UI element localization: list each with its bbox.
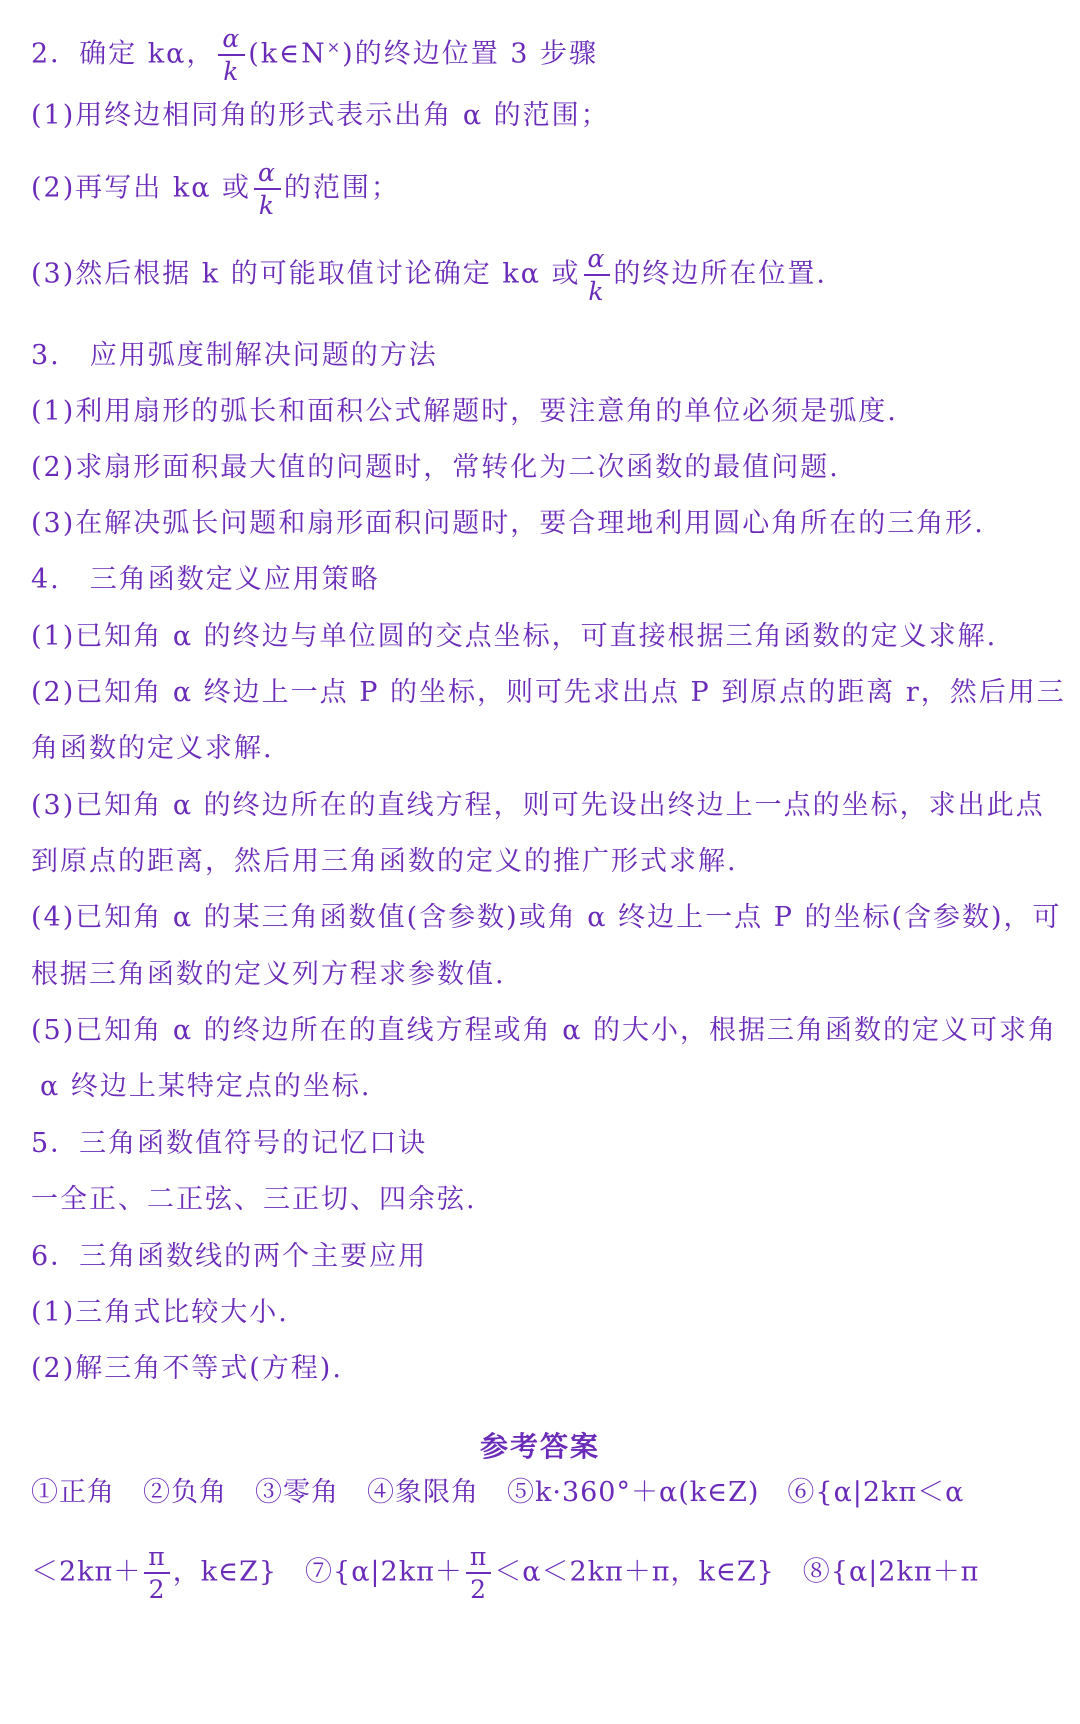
fraction-denominator: k (223, 57, 241, 86)
section-3-item-2: (2)求扇形面积最大值的问题时，常转化为二次函数的最值问题. (31, 452, 840, 483)
fraction-denominator: k (258, 191, 277, 220)
section-4-item-5a: (5)已知角 α 的终边所在的直线方程或角 α 的大小，根据三角函数的定义可求角 (31, 1015, 1058, 1046)
answer-text: ，k∈Z} ⑦{α|2kπ＋ (172, 1556, 463, 1588)
answer-text: ＜α＜2kπ＋π，k∈Z} ⑧{α|2kπ＋π (494, 1556, 980, 1588)
answer-text: ＜2kπ＋ (31, 1556, 142, 1588)
fraction-alpha-over-k (254, 160, 281, 218)
fraction-numerator: π (144, 1544, 169, 1574)
section-4-item-4a: (4)已知角 α 的某三角函数值(含参数)或角 α 终边上一点 P 的坐标(含参数)，可 (31, 902, 1062, 933)
item-text: (3)然后根据 k 的可能取值讨论确定 kα 或 (31, 258, 581, 290)
answers-title: 参考答案 (479, 1430, 600, 1463)
section-6-item-2: (2)解三角不等式(方程). (31, 1353, 343, 1384)
section-3-heading: 3. 应用弧度制解决问题的方法 (31, 340, 438, 371)
heading-text: (k∈N (248, 38, 327, 70)
item-text: 的范围； (283, 172, 400, 204)
fraction-numerator: α (584, 246, 611, 276)
answers-line-2 (31, 1544, 979, 1602)
section-6-item-1: (1)三角式比较大小. (31, 1297, 289, 1328)
section-4-item-5b: α 终边上某特定点的坐标. (40, 1071, 372, 1102)
fraction-denominator: 2 (470, 1575, 487, 1604)
heading-text: )的终边位置 3 步骤 (342, 38, 599, 70)
section-2-item-3 (31, 246, 827, 304)
section-4-heading: 4. 三角函数定义应用策略 (31, 564, 380, 595)
fraction-pi-over-2 (466, 1544, 491, 1602)
section-3-item-3: (3)在解决弧长问题和扇形面积问题时，要合理地利用圆心角所在的三角形. (31, 508, 985, 539)
section-4-item-4b: 根据三角函数的定义列方程求参数值. (31, 959, 506, 990)
fraction-alpha-over-k (584, 246, 611, 304)
fraction-denominator: 2 (148, 1575, 166, 1604)
fraction-alpha-over-k (218, 26, 245, 84)
section-2-item-2 (31, 160, 400, 218)
answers-line-1: ①正角 ②负角 ③零角 ④象限角 ⑤k·360°＋α(k∈Z) ⑥{α|2kπ＜α (31, 1477, 965, 1508)
section-6-heading: 6．三角函数线的两个主要应用 (31, 1241, 428, 1272)
fraction-numerator: π (466, 1544, 491, 1574)
section-4-item-3b: 到原点的距离，然后用三角函数的定义的推广形式求解. (31, 846, 738, 877)
section-5-heading: 5．三角函数值符号的记忆口诀 (31, 1128, 428, 1159)
fraction-pi-over-2 (144, 1544, 169, 1602)
section-3-item-1: (1)利用扇形的弧长和面积公式解题时，要注意角的单位必须是弧度. (31, 396, 898, 427)
section-2-heading (31, 26, 598, 84)
item-text: (2)再写出 kα 或 (31, 172, 252, 204)
section-4-item-2b: 角函数的定义求解. (31, 733, 274, 764)
section-4-item-3a: (3)已知角 α 的终边所在的直线方程，则可先设出终边上一点的坐标，求出此点 (31, 790, 1045, 821)
item-text: 的终边所在位置. (613, 258, 828, 290)
superscript: × (326, 37, 343, 57)
section-4-item-2a: (2)已知角 α 终边上一点 P 的坐标，则可先求出点 P 到原点的距离 r，然后用三 (31, 677, 1066, 708)
section-2-item-1: (1)用终边相同角的形式表示出角 α 的范围； (31, 100, 610, 131)
fraction-numerator: α (254, 160, 281, 190)
section-5-text: 一全正、二正弦、三正切、四余弦. (31, 1184, 477, 1215)
fraction-denominator: k (588, 277, 606, 306)
section-4-item-1: (1)已知角 α 的终边与单位圆的交点坐标，可直接根据三角函数的定义求解. (31, 621, 998, 652)
heading-text: 2．确定 kα， (31, 38, 216, 70)
fraction-numerator: α (218, 26, 245, 56)
